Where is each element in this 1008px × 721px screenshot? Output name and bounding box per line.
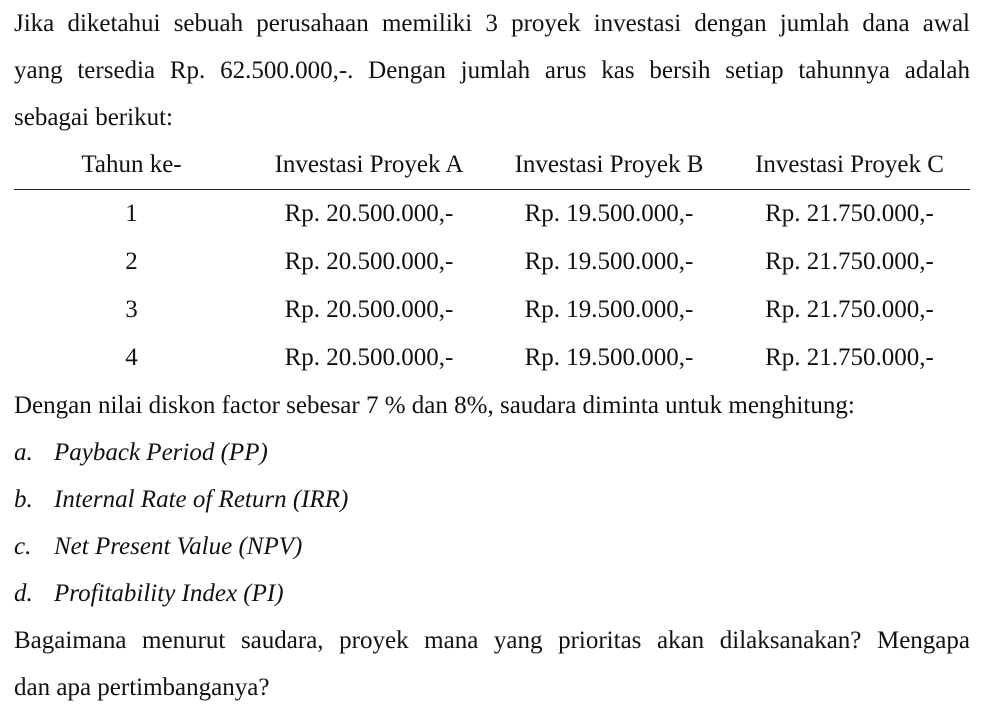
header-project-b: Investasi Proyek B: [489, 141, 729, 190]
list-marker: c.: [14, 533, 32, 560]
list-item-label: Net Present Value (NPV): [54, 533, 303, 560]
project-b-cell: Rp. 19.500.000,-: [524, 248, 694, 275]
header-year: Tahun ke-: [14, 141, 249, 190]
closing-line: dan apa pertimbanganya?: [14, 674, 270, 701]
list-item-label: Profitability Index (PI): [54, 580, 284, 607]
list-marker: b.: [14, 486, 33, 513]
year-cell: 2: [125, 248, 138, 275]
list-item: [14, 523, 970, 570]
intro-line: yang tersedia Rp. 62.500.000,-. Dengan jumlah arus kas bersih setiap tahunnya adalah: [14, 57, 970, 84]
list-item: [14, 570, 970, 617]
year-cell: 1: [125, 200, 138, 227]
document-body: [14, 0, 970, 711]
closing-question: [14, 617, 970, 711]
list-item: [14, 476, 970, 523]
project-a-cell: Rp. 20.500.000,-: [284, 200, 454, 227]
project-b-cell: Rp. 19.500.000,-: [524, 296, 694, 323]
closing-line: Bagaimana menurut saudara, proyek mana yang prioritas akan dilaksanakan? Mengapa: [14, 627, 970, 654]
project-b-cell: Rp. 19.500.000,-: [524, 200, 694, 227]
project-a-cell: Rp. 20.500.000,-: [284, 248, 454, 275]
intro-line: Jika diketahui sebuah perusahaan memiliki 3 proyek investasi dengan jumlah dana awal: [14, 10, 970, 37]
intro-paragraph: [14, 0, 970, 141]
table-header-row: [14, 141, 970, 190]
project-a-cell: Rp. 20.500.000,-: [284, 344, 454, 371]
task-list: [14, 429, 970, 617]
table-row: [14, 238, 970, 286]
year-cell: 4: [125, 344, 138, 371]
intro-line: sebagai berikut:: [14, 104, 173, 131]
table-row: [14, 334, 970, 382]
project-b-cell: Rp. 19.500.000,-: [524, 344, 694, 371]
list-item-label: Internal Rate of Return (IRR): [54, 486, 349, 513]
project-c-cell: Rp. 21.750.000,-: [765, 296, 934, 323]
project-c-cell: Rp. 21.750.000,-: [765, 200, 934, 227]
project-c-cell: Rp. 21.750.000,-: [765, 248, 934, 275]
list-item: [14, 429, 970, 476]
table-row: [14, 190, 970, 239]
project-c-cell: Rp. 21.750.000,-: [765, 344, 934, 371]
header-project-a: Investasi Proyek A: [249, 141, 489, 190]
table-row: [14, 286, 970, 334]
instruction-text: Dengan nilai diskon factor sebesar 7 % dan 8%, saudara diminta untuk menghitung:: [14, 392, 855, 419]
cash-flow-table: [14, 141, 970, 382]
year-cell: 3: [125, 296, 138, 323]
list-marker: a.: [14, 439, 33, 466]
project-a-cell: Rp. 20.500.000,-: [284, 296, 454, 323]
list-marker: d.: [14, 580, 33, 607]
header-project-c: Investasi Proyek C: [729, 141, 970, 190]
list-item-label: Payback Period (PP): [54, 439, 268, 466]
